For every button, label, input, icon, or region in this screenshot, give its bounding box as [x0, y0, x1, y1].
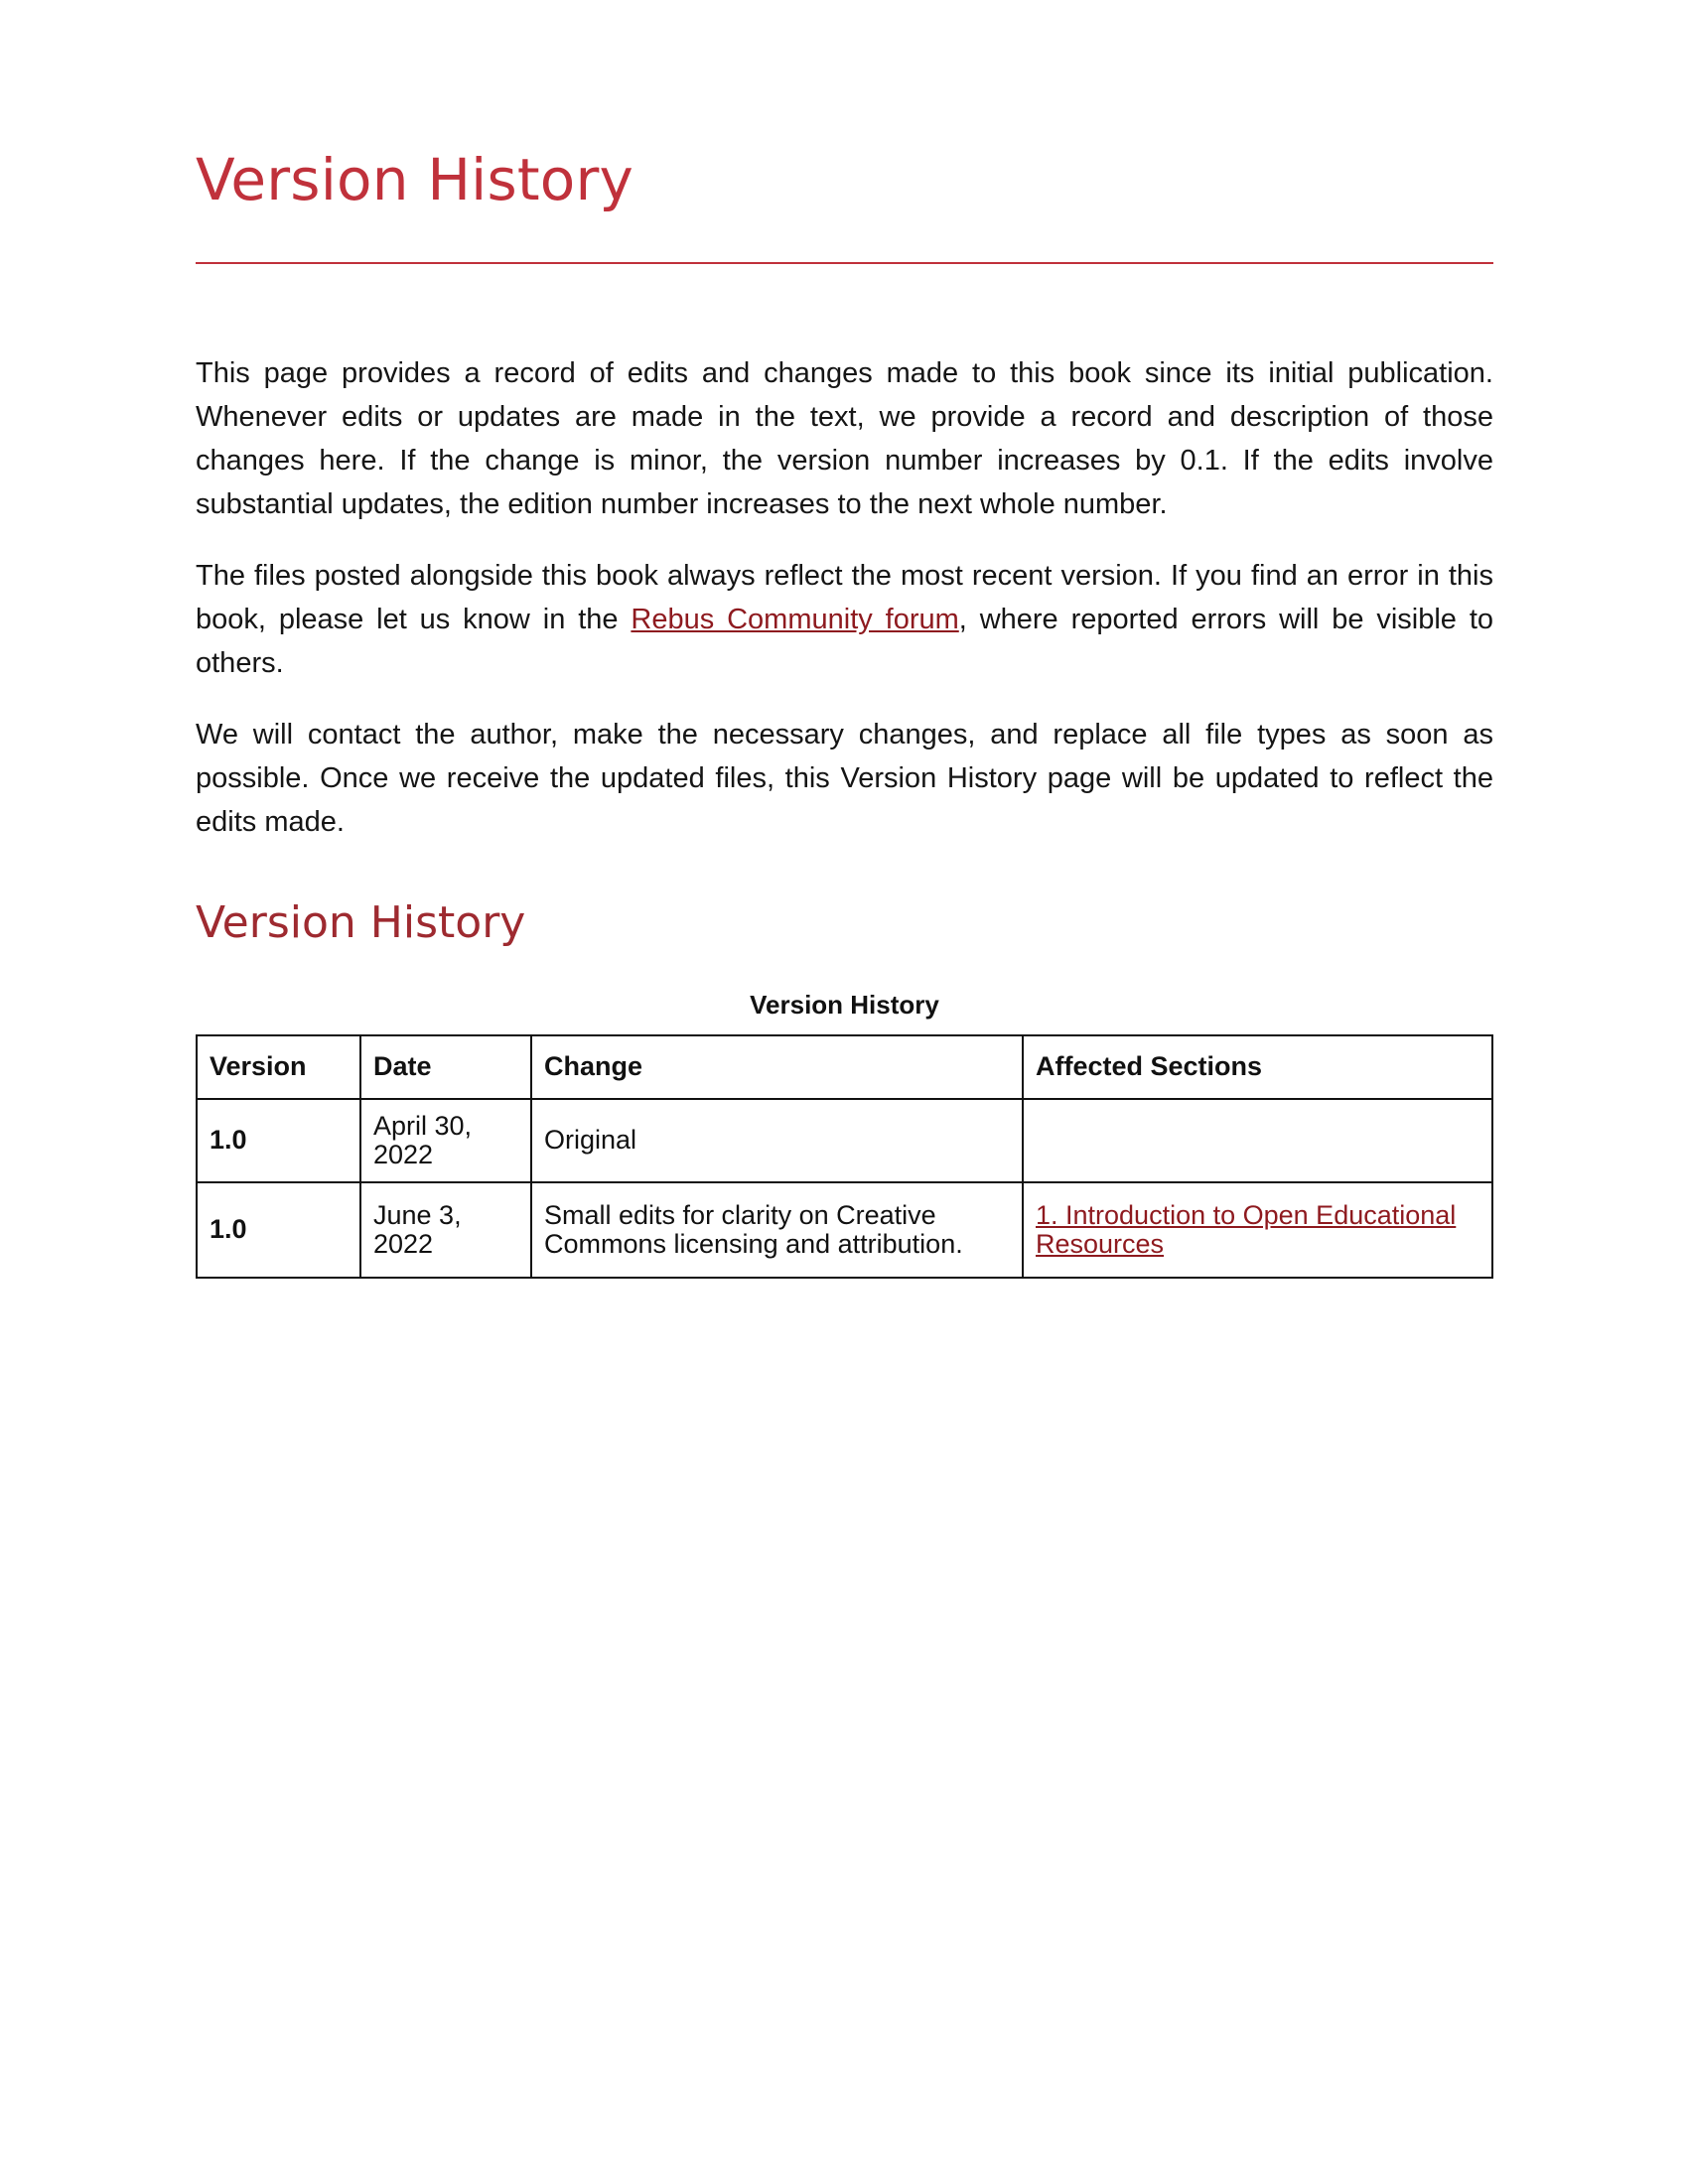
intro-paragraph-3: We will contact the author, make the necessary changes, and replace all file types as soon as possible. Once we receive the updated files, this Version History page will be updated to reflect the edits made. — [196, 718, 1493, 838]
title-divider — [196, 262, 1493, 264]
intro-section — [196, 351, 1493, 844]
intro-paragraph-2 — [196, 554, 1493, 685]
header-affected-sections: Affected Sections — [1023, 1035, 1492, 1099]
table-header-row — [197, 1035, 1492, 1099]
header-date: Date — [360, 1035, 531, 1099]
version-history-table — [196, 1034, 1493, 1279]
affected-sections-cell — [1023, 1182, 1492, 1278]
table-caption: Version History — [750, 989, 939, 1020]
header-change: Change — [531, 1035, 1023, 1099]
intro-paragraph-2-text-after: , where reported errors will be visible to others. — [196, 603, 1494, 679]
page — [196, 146, 1494, 1279]
table-row — [197, 1099, 1492, 1182]
page-title: Version History — [196, 146, 634, 213]
rebus-forum-link[interactable]: Rebus Community forum — [631, 603, 959, 635]
version-cell: 1.0 — [197, 1182, 360, 1278]
section-heading: Version History — [196, 896, 526, 948]
header-version: Version — [197, 1035, 360, 1099]
intro-paragraph-1: This page provides a record of edits and changes made to this book since its initial publication. Whenever edits or updates are made in the text, we provide a record and description of those changes here. If the change is minor, the version number increases by 0.1. If the edits involve substantial updates, the edition number increases to the next whole number. — [196, 356, 1493, 520]
date-cell: June 3, 2022 — [360, 1182, 531, 1278]
change-cell: Small edits for clarity on Creative Commons licensing and attribution. — [531, 1182, 1023, 1278]
intro-paragraph-2-text-before: The files posted alongside this book always reflect the most recent version. If you find an error in this book, please let us know in the — [196, 559, 1493, 635]
affected-sections-cell — [1023, 1099, 1492, 1182]
change-cell: Original — [531, 1099, 1023, 1182]
version-cell: 1.0 — [197, 1099, 360, 1182]
table-row — [197, 1182, 1492, 1278]
date-cell: April 30, 2022 — [360, 1099, 531, 1182]
affected-section-link[interactable]: 1. Introduction to Open Educational Resources — [1036, 1199, 1457, 1259]
